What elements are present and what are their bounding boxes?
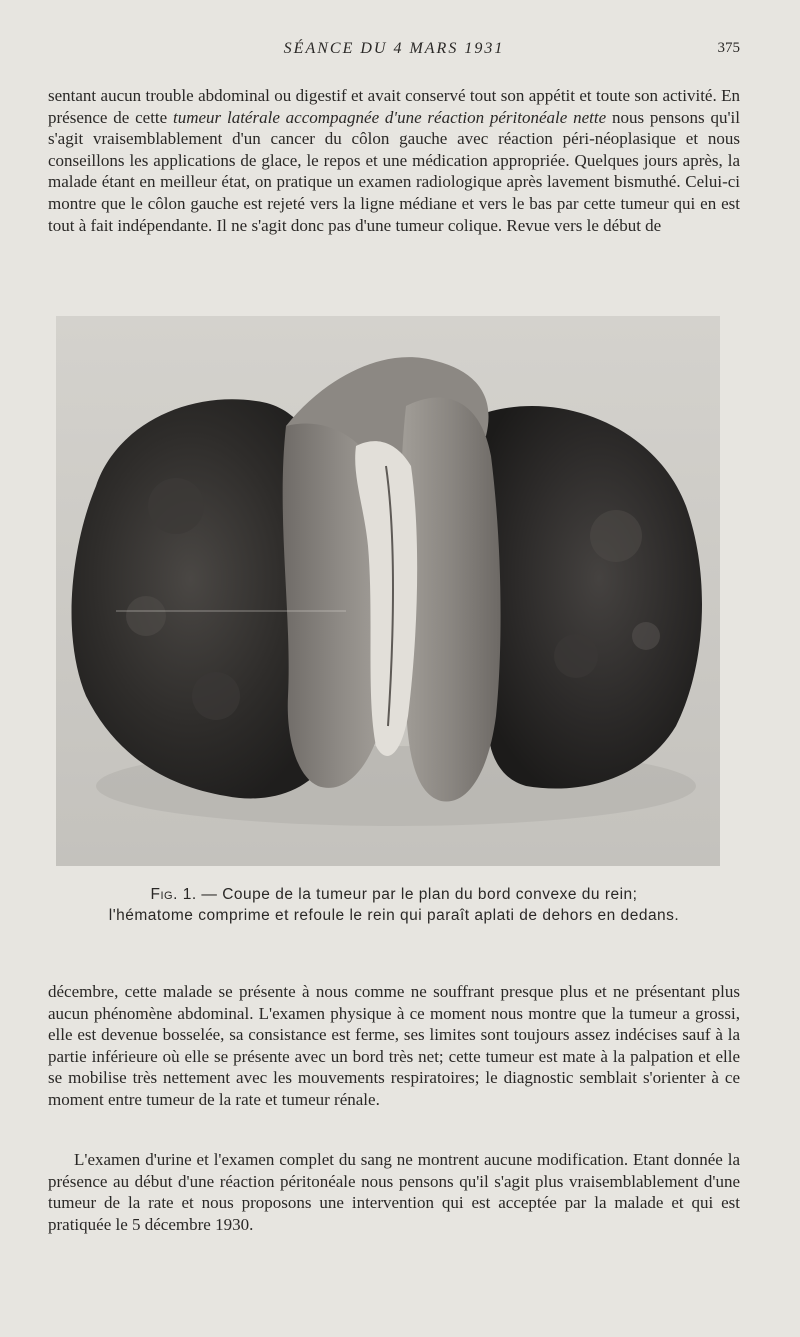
page-number: 375 [717,40,740,56]
running-header [48,40,740,64]
paragraph-2: décembre, cette malade se présente à nous comme ne souffrant presque plus et ne présentant plus aucun phénomène abdominal. L'examen physique à ce moment nous montre que la tumeur a grossi, elle est devenue bosselée, sa consistance est ferme, ses limites sont toujours assez indécises sauf à la partie inférieure où elle se présente avec un bord très net; cette tumeur est mate à la palpation et elle se mobilise très nettement avec les mouvements respiratoires; le diagnostic semblait s'orienter à ce moment entre tumeur de la rate et tumeur rénale. [48,982,740,1109]
paragraph-3 [48,1149,740,1235]
figure-caption [48,884,740,926]
paragraph-1-text-a: sentant aucun trouble abdominal ou digestif et avait conservé tout son appétit et toute son activité. En présence de cette [48,86,740,127]
tumor-section-photograph [56,316,720,866]
figure-label: Fig. 1. [150,886,197,903]
paragraph-3-text: L'examen d'urine et l'examen complet du sang ne montrent aucune modification. Etant donnée la présence au début d'une réaction péritonéale nous pensons qu'il s'agit plus vraisemblablement d'une tumeur de la rate et nous proposons une intervention qui est acceptée par la malade et qui est pratiquée le 5 décembre 1930. [48,1150,740,1234]
paragraph-1-italic: tumeur latérale accompagnée d'une réaction péritonéale nette [173,107,607,127]
paragraph-1 [48,85,740,236]
running-title: SÉANCE DU 4 MARS 1931 [283,40,505,57]
figure-caption-line-1: — Coupe de la tumeur par le plan du bord convexe du rein; [196,886,638,903]
figure-caption-line-2: l'hématome comprime et refoule le rein qui paraît aplati de dehors en dedans. [108,907,680,924]
paragraph-1-text-b: nous pensons qu'il s'agit vraisemblablement d'un cancer du côlon gauche avec réaction péri-néoplasique et nous conseillons les applications de glace, le repos et une médication appropriée. Quelques jours après, la malade étant en meilleur état, on pratique un examen radiologique après lavement bismuthé. Celui-ci montre que le côlon gauche est rejeté vers la ligne médiane et vers le bas par cette tumeur qui en est tout à fait indépendante. Il ne s'agit donc pas d'une tumeur colique. Revue vers le début de [48,107,740,235]
